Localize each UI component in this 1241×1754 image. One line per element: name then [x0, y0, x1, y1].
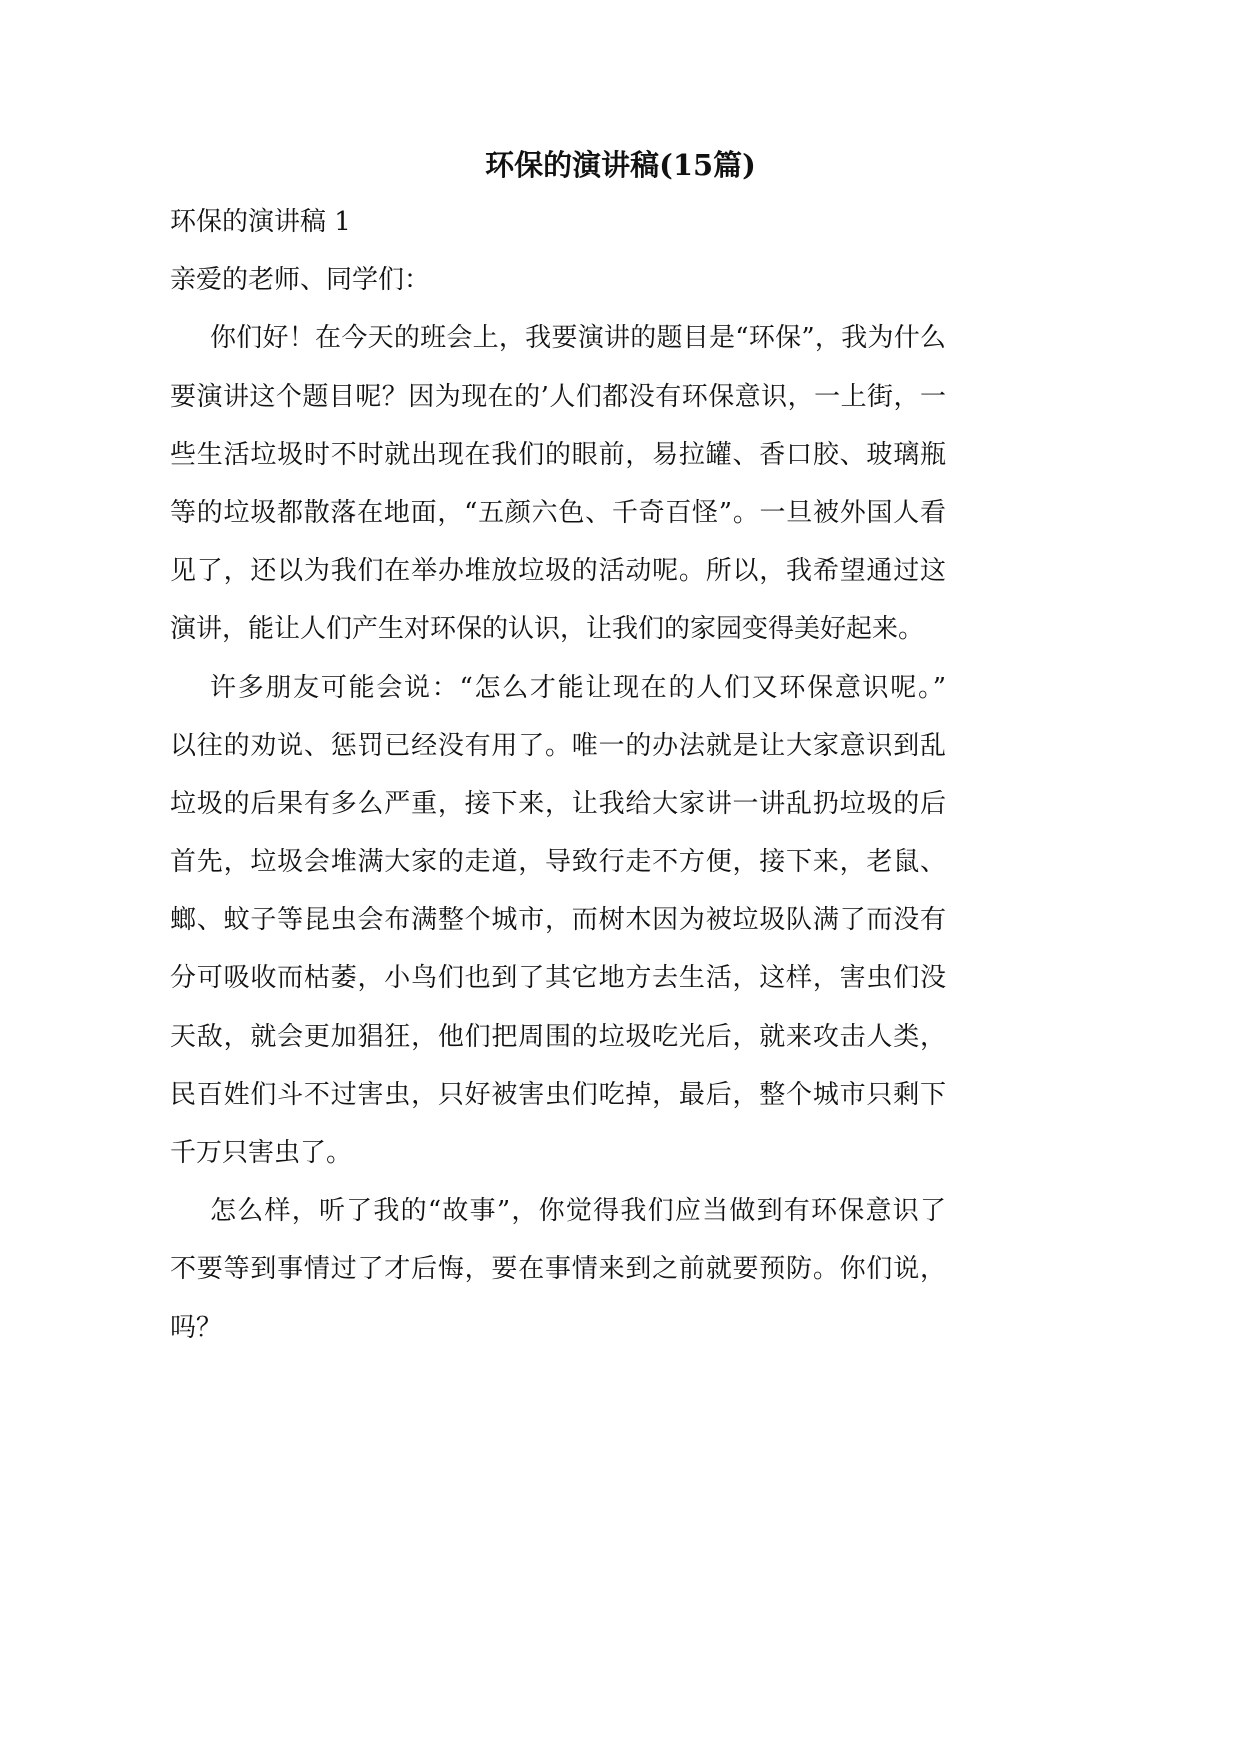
paragraph-line: 天敌，就会更加猖狂，他们把周围的垃圾吃光后，就来攻击人类，	[170, 1021, 946, 1052]
paragraph-line: 见了，还以为我们在举办堆放垃圾的活动呢。所以，我希望通过这	[170, 556, 946, 587]
paragraph-line: 演讲，能让人们产生对环保的认识，让我们的家园变得美好起来。	[170, 614, 925, 645]
document-title: 环保的演讲稿(15篇)	[485, 148, 756, 182]
paragraph-line: 民百姓们斗不过害虫，只好被害虫们吃掉，最后，整个城市只剩下	[170, 1079, 946, 1110]
paragraph-line: 以往的劝说、惩罚已经没有用了。唯一的办法就是让大家意识到乱	[170, 730, 946, 761]
paragraph-line: 要演讲这个题目呢？因为现在的’人们都没有环保意识，一上街，一	[170, 381, 946, 412]
paragraph	[170, 659, 946, 1183]
paragraph-line: 怎么样，听了我的“故事”，你觉得我们应当做到有环保意识了	[210, 1196, 946, 1227]
paragraph-line: 垃圾的后果有多么严重，接下来，让我给大家讲一讲乱扔垃圾的后	[170, 788, 946, 819]
paragraphs	[170, 309, 946, 1356]
paragraph-line: 首先，垃圾会堆满大家的走道，导致行走不方便，接下来，老鼠、	[170, 847, 946, 878]
paragraph-line: 不要等到事情过了才后悔，要在事情来到之前就要预防。你们说，	[170, 1254, 946, 1285]
paragraph-line: 你们好！在今天的班会上，我要演讲的题目是“环保”，我为什么	[210, 323, 946, 354]
section-heading: 环保的演讲稿 1	[170, 207, 351, 237]
paragraph-line: 螂、蚊子等昆虫会布满整个城市，而树木因为被垃圾队满了而没有	[170, 905, 946, 936]
document-body	[170, 193, 946, 1357]
paragraph	[170, 1182, 946, 1357]
paragraph-line: 分可吸收而枯萎，小鸟们也到了其它地方去生活，这样，害虫们没	[170, 963, 946, 994]
paragraph	[170, 309, 946, 658]
salutation: 亲爱的老师、同学们：	[170, 265, 431, 296]
paragraph-line: 吗？	[170, 1312, 223, 1343]
paragraph-line: 等的垃圾都散落在地面，“五颜六色、千奇百怪”。一旦被外国人看	[170, 497, 946, 528]
paragraph-line: 千万只害虫了。	[170, 1138, 353, 1168]
paragraph-line: 许多朋友可能会说：“怎么才能让现在的人们又环保意识呢。”	[210, 672, 946, 703]
paragraph-line: 些生活垃圾时不时就出现在我们的眼前，易拉罐、香口胶、玻璃瓶	[170, 439, 946, 470]
